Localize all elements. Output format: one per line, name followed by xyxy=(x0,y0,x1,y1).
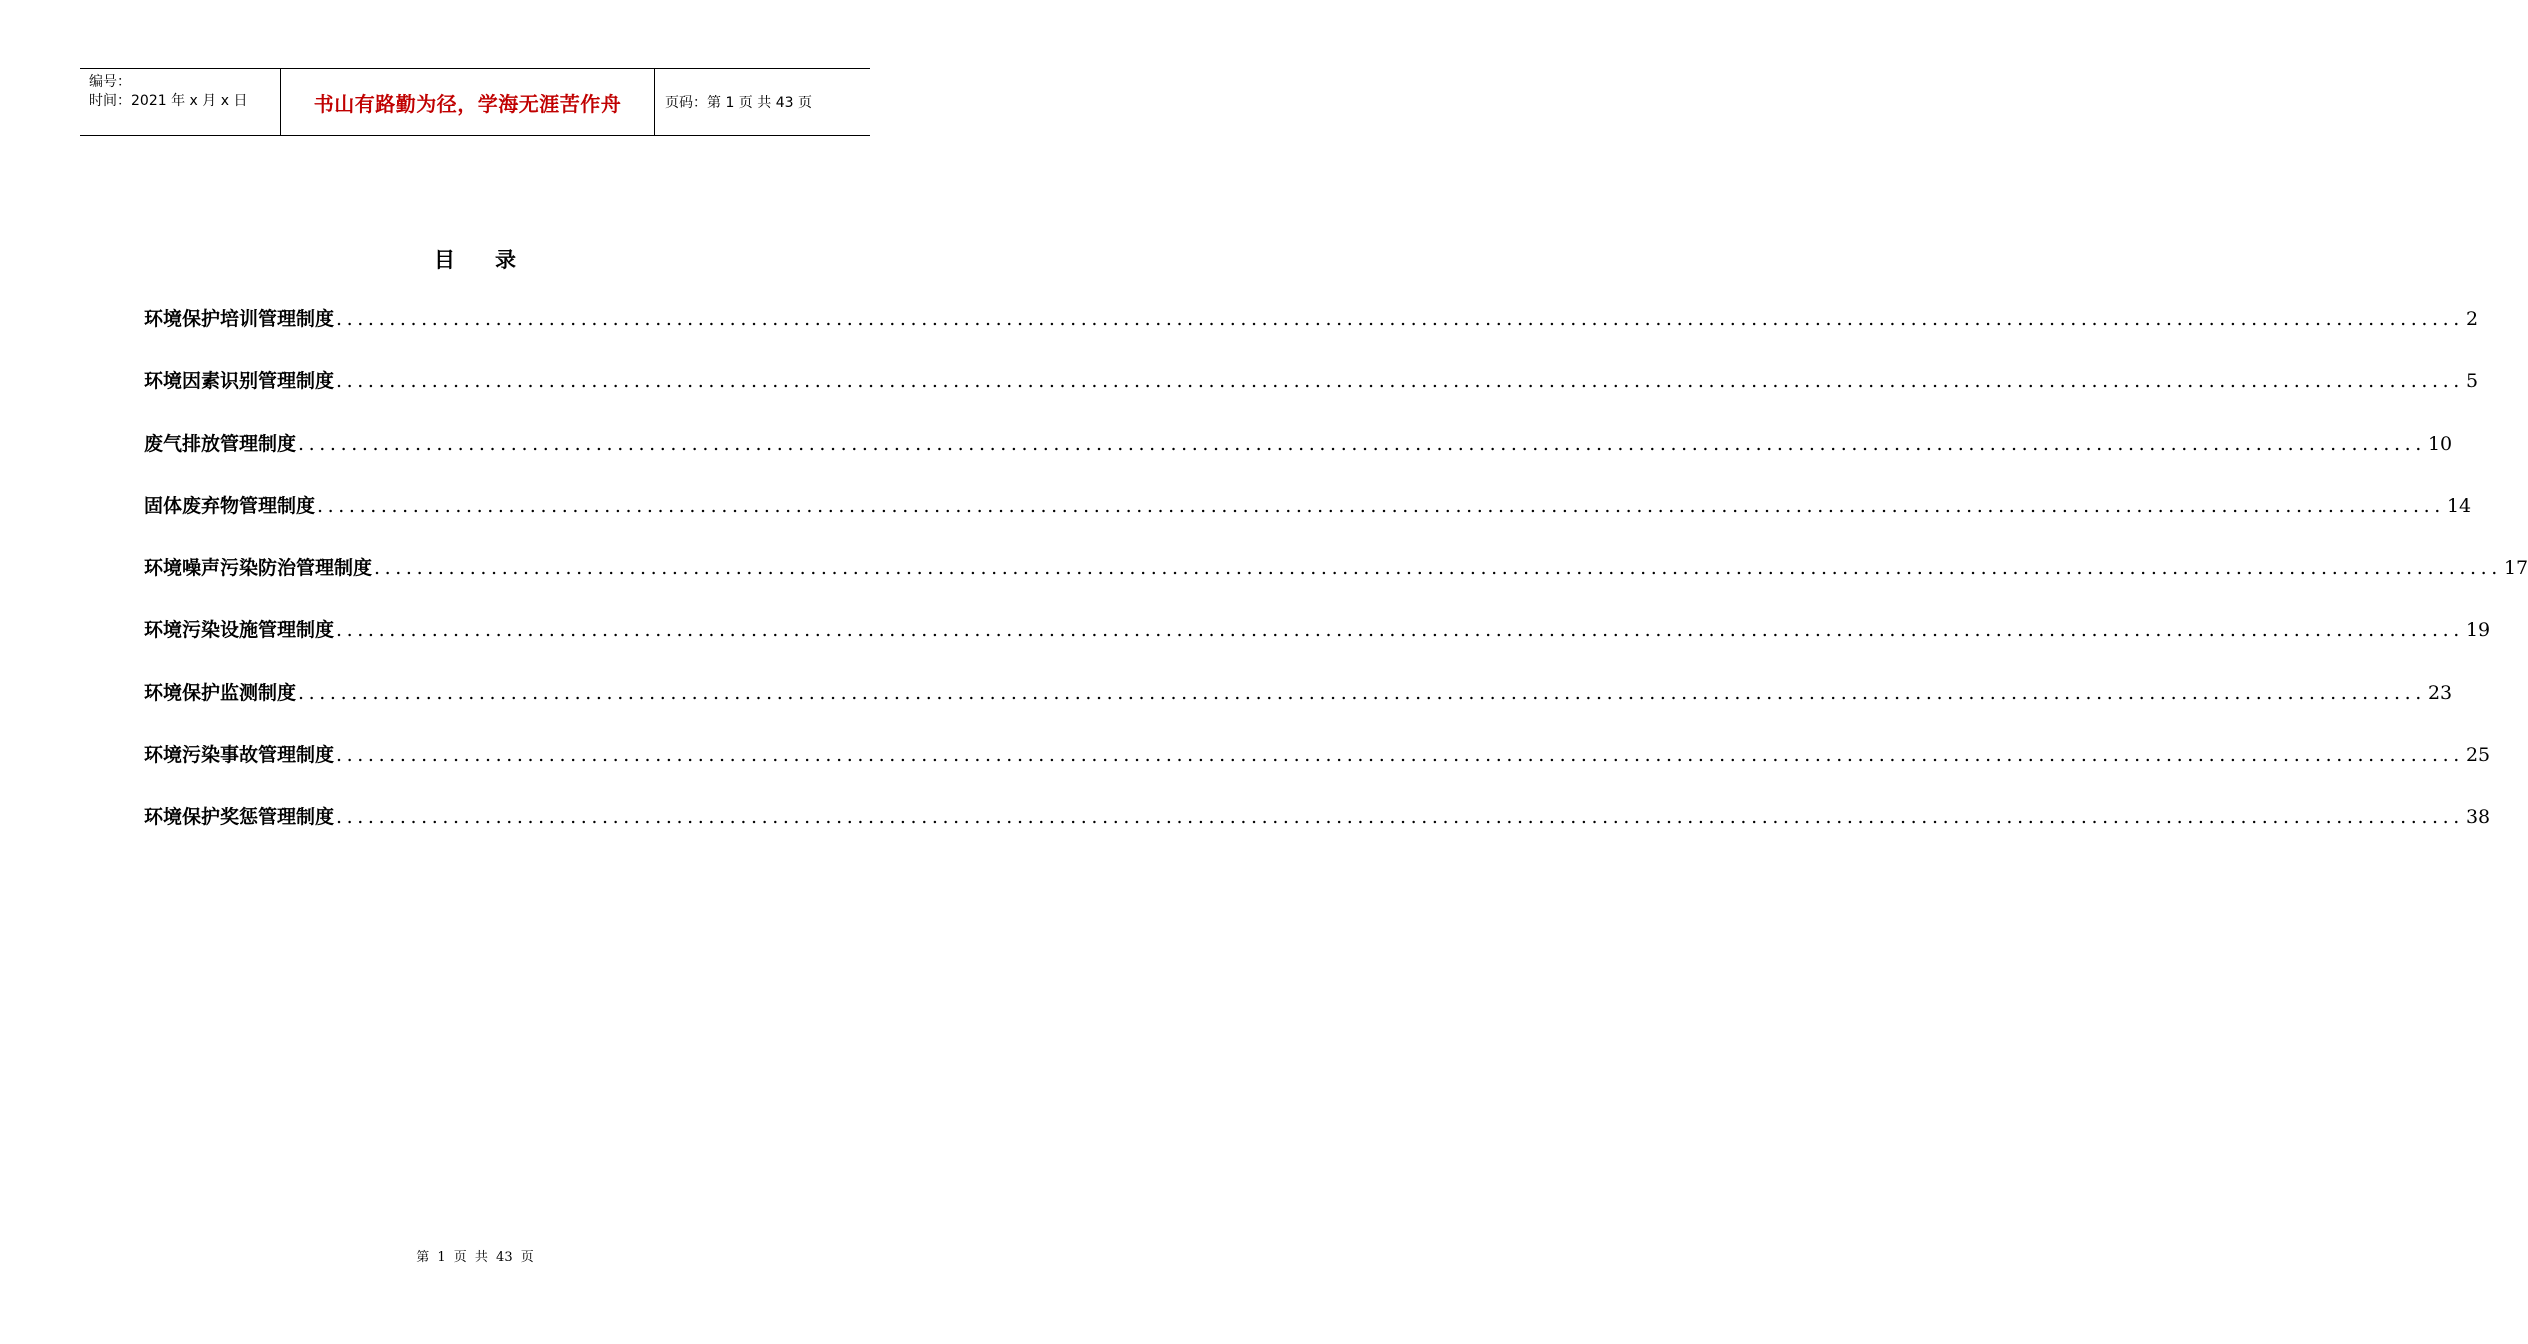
toc-entry-page: 2 xyxy=(2465,308,2479,330)
toc-entry-page: 38 xyxy=(2465,806,2491,829)
toc-entry-page: 19 xyxy=(2465,619,2491,642)
toc-entry-label: 环境污染事故管理制度 xyxy=(144,744,335,767)
toc-dot-leader: ........................................................................................................................................................................................................ xyxy=(336,806,2464,829)
toc-dot-leader: ........................................................................................................................................................................................................ xyxy=(336,308,2464,330)
toc-entry-page: 25 xyxy=(2465,744,2491,767)
toc-dot-leader: ........................................................................................................................................................................................................ xyxy=(374,557,2502,580)
header-page-cell xyxy=(655,69,870,135)
toc-entry[interactable] xyxy=(144,678,2453,740)
toc-entry-label: 环境因素识别管理制度 xyxy=(144,370,335,393)
toc-entry-label: 环境保护奖惩管理制度 xyxy=(144,806,335,829)
toc-entry-page: 10 xyxy=(2427,432,2453,455)
document-number-label: 编号： xyxy=(89,74,131,90)
toc-entry[interactable] xyxy=(144,802,2491,864)
toc-title: 目录 xyxy=(434,248,556,272)
toc-entry[interactable] xyxy=(144,615,2491,677)
header-meta-cell xyxy=(80,69,281,135)
toc-entry-page: 17 xyxy=(2503,557,2528,580)
toc-entry-page: 5 xyxy=(2465,370,2479,393)
toc-entry-label: 环境污染设施管理制度 xyxy=(144,619,335,642)
toc-entry-label: 废气排放管理制度 xyxy=(144,432,297,455)
page-footer: 第 1 页 共 43 页 xyxy=(416,1250,534,1265)
toc-dot-leader: ........................................................................................................................................................................................................ xyxy=(336,744,2464,767)
toc-dot-leader: ........................................................................................................................................................................................................ xyxy=(298,681,2426,704)
toc-entry[interactable] xyxy=(144,740,2491,802)
toc-entry[interactable] xyxy=(144,429,2453,491)
header-motto-cell xyxy=(281,69,655,135)
table-of-contents xyxy=(144,304,2528,865)
toc-dot-leader: ........................................................................................................................................................................................................ xyxy=(317,494,2445,517)
toc-entry[interactable] xyxy=(144,304,2479,366)
toc-entry[interactable] xyxy=(144,366,2479,428)
toc-dot-leader: ........................................................................................................................................................................................................ xyxy=(336,370,2464,393)
toc-dot-leader: ........................................................................................................................................................................................................ xyxy=(336,619,2464,642)
toc-entry-label: 环境保护监测制度 xyxy=(144,681,297,704)
document-time-label: 时间：2021 年 x 月 x 日 xyxy=(89,93,248,109)
toc-entry[interactable] xyxy=(144,491,2472,553)
toc-entry[interactable] xyxy=(144,553,2528,615)
header-table xyxy=(80,68,870,136)
toc-entry-page: 23 xyxy=(2427,681,2453,704)
toc-entry-page: 14 xyxy=(2446,494,2472,517)
toc-entry-label: 环境保护培训管理制度 xyxy=(144,308,335,330)
toc-entry-label: 固体废弃物管理制度 xyxy=(144,494,316,517)
header-motto: 书山有路勤为径，学海无涯苦作舟 xyxy=(313,91,622,116)
toc-dot-leader: ........................................................................................................................................................................................................ xyxy=(298,432,2426,455)
header-page-info: 页码：第 1 页 共 43 页 xyxy=(665,95,812,111)
toc-entry-label: 环境噪声污染防治管理制度 xyxy=(144,557,373,580)
